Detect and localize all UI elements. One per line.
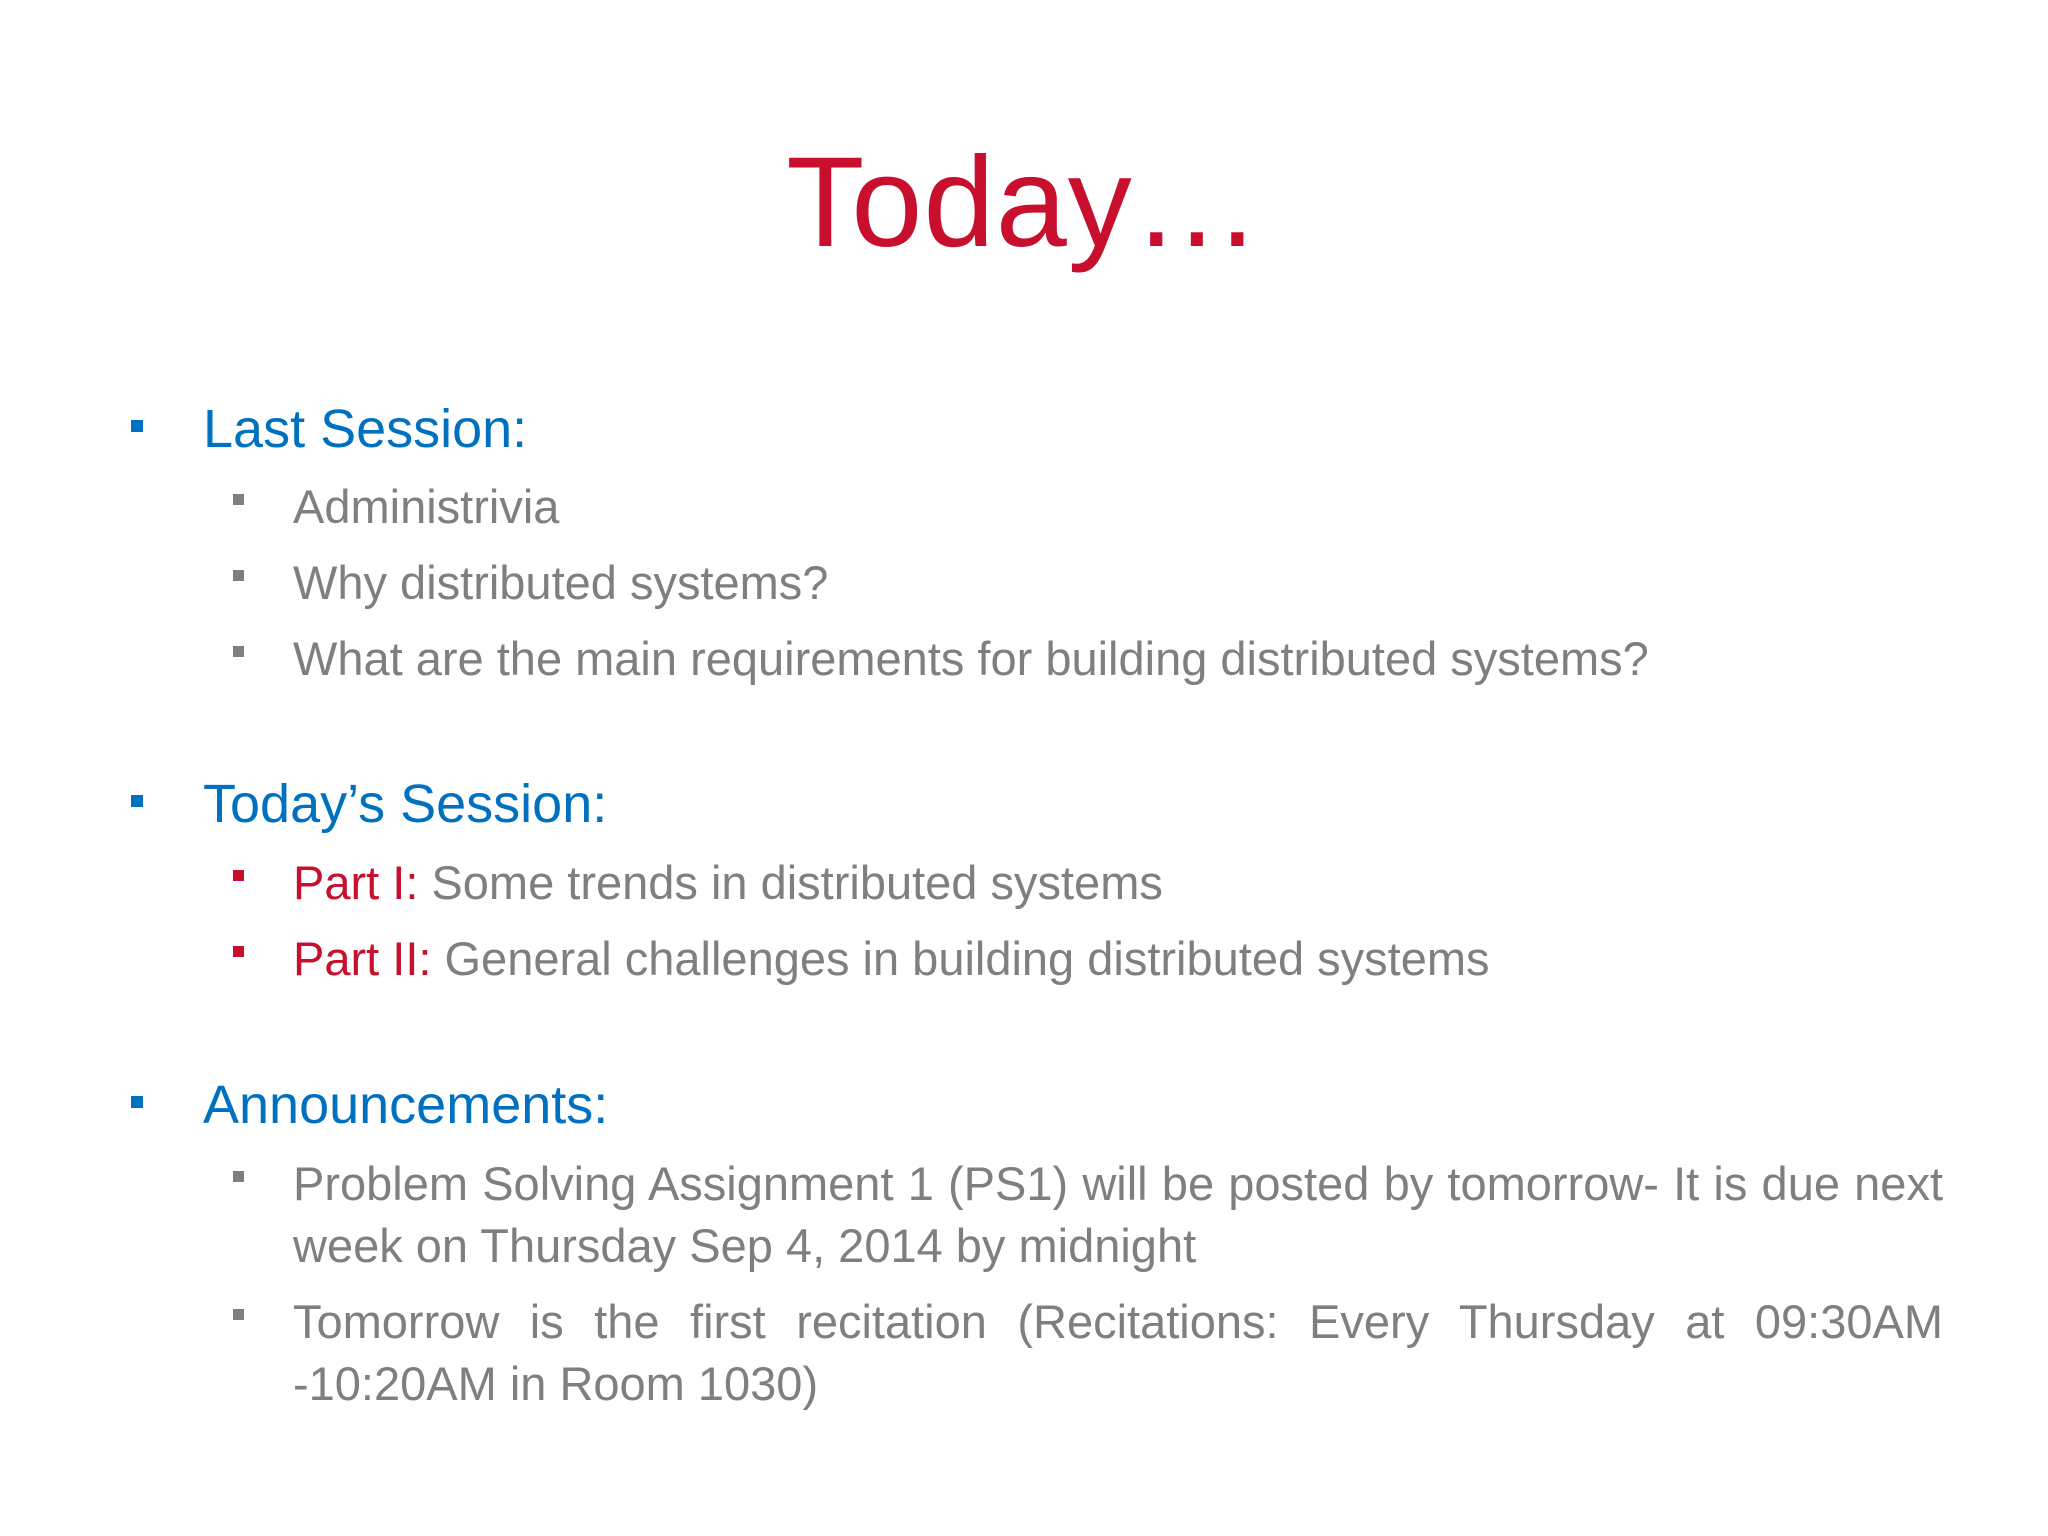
list-item-text [293,852,1163,914]
part-label: Part I: [293,856,419,909]
list-item-text: Administrivia [293,480,560,533]
bullet-square-icon [233,946,244,957]
bullet-square-icon [233,1171,244,1182]
bullet-square-icon [131,420,143,432]
bullet-square-icon [131,795,143,807]
list-item-text: Why distributed systems? [293,556,829,609]
list-item-text: Problem Solving Assignment 1 (PS1) will be posted by tomorrow- It is due next week on Thursday Sep 4, 2014 by midnight [293,1157,1943,1272]
bullet-square-icon [233,870,244,881]
bullet-square-icon [233,494,244,505]
slide-title: Today… [786,131,1262,274]
part-label: Part II: [293,932,432,985]
bullet-square-icon [233,1309,244,1320]
section-heading: Announcements: [203,1075,609,1135]
list-item-text [293,928,1490,990]
section-heading: Last Session: [203,399,528,459]
bullet-square-icon [131,1096,143,1108]
bullet-square-icon [233,570,244,581]
part-description: Some trends in distributed systems [418,856,1163,909]
part-description: General challenges in building distributed systems [431,932,1490,985]
section-heading: Today’s Session: [203,774,608,834]
bullet-square-icon [233,646,244,657]
list-item-text: What are the main requirements for building distributed systems? [293,632,1649,685]
list-item-text: Tomorrow is the first recitation (Recitations: Every Thursday at 09:30AM -10:20AM in Room 1030) [293,1295,1943,1410]
